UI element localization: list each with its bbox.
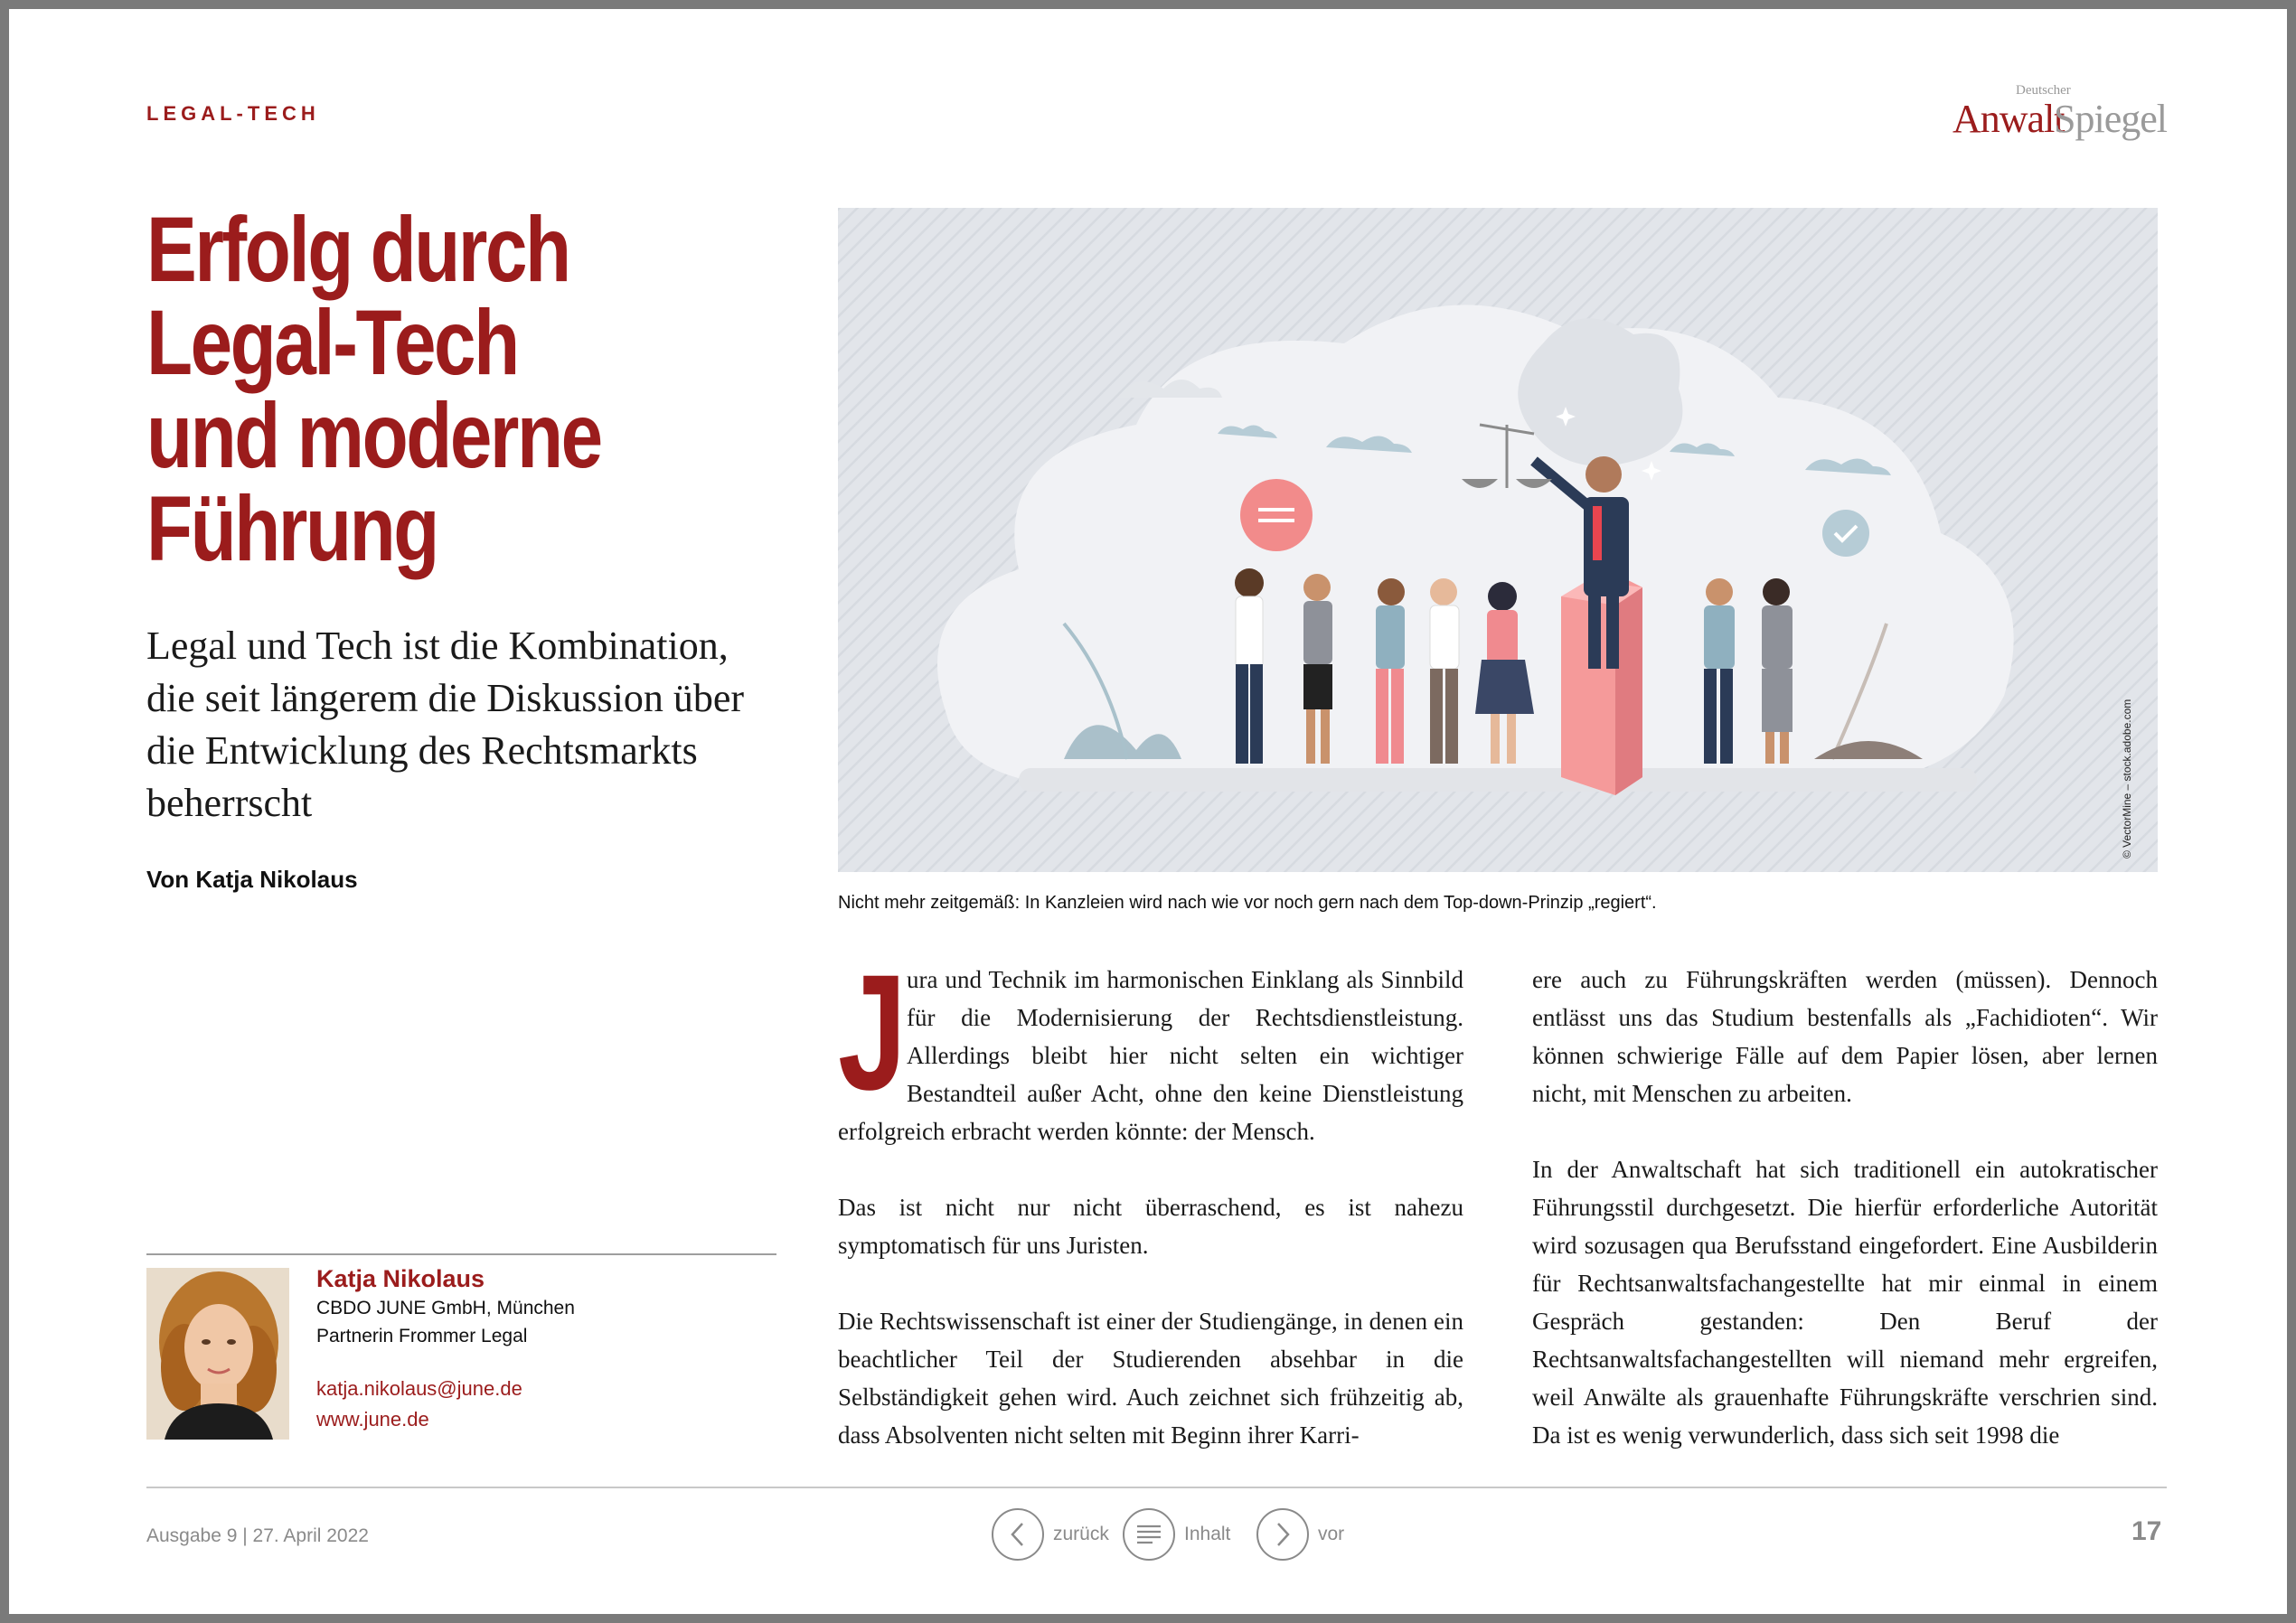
paragraph-text: ura und Technik im harmonischen Einklang als Sinnbild für die Modernisierung der Rechtsdienstleistung. Allerdings bleibt hier nicht selten ein wichtiger Bestandteil außer Acht, ohne den keine Dienstleistung erfolgreich erbracht werden könnte: der Mensch.: [838, 966, 1463, 1145]
author-email-link[interactable]: katja.nikolaus@june.de: [316, 1377, 522, 1400]
headline-line: Legal-Tech: [146, 291, 518, 394]
logo-spiegel: Spiegel: [2054, 97, 2167, 141]
author-name: Katja Nikolaus: [316, 1265, 485, 1292]
image-caption: Nicht mehr zeitgemäß: In Kanzleien wird nach wie vor noch gern nach dem Top-down-Prinzip „regiert“.: [838, 893, 1657, 913]
section-label: LEGAL-TECH: [146, 102, 320, 125]
next-button[interactable]: [1256, 1508, 1344, 1561]
body-column-1: [838, 940, 1463, 1492]
author-role: Partnerin Frommer Legal: [316, 1326, 528, 1346]
issue-info: Ausgabe 9 | 27. April 2022: [146, 1525, 369, 1546]
contents-button[interactable]: [1123, 1508, 1230, 1561]
footer-divider: [146, 1487, 2167, 1488]
page-number: 17: [2131, 1516, 2162, 1546]
body-paragraph: ere auch zu Führungskräften werden (müssen). Dennoch entlässt uns das Studium bestenfalls als „Fachidioten“. Wir können schwierige Fälle auf dem Papier lösen, aber lernen nicht, mit Menschen zu arbeiten.: [1532, 966, 2158, 1107]
hero-illustration: [838, 208, 2158, 872]
publication-logo: [1953, 83, 2167, 146]
logo-small-text: Deutscher: [2016, 83, 2071, 98]
body-paragraph: In der Anwaltschaft hat sich traditionell ein autokratischer Führungsstil durchgesetzt. Die hierfür erforderliche Autorität wird sozusagen qua Berufsstand eingefordert. Eine Ausbilderin für Rechtsanwaltsfachangestellte hat mir einmal in einem Gespräch gestanden: Den Beruf der Rechtsanwaltsfachangestellten will niemand mehr ergreifen, weil Anwälte als grauenhafte Führungskräfte verschrien sind. Da ist es wenig verwunderlich, dass sich seit 1998 die: [1532, 1156, 2158, 1449]
author-website-link[interactable]: www.june.de: [316, 1408, 429, 1431]
article-headline: [146, 198, 710, 580]
byline: Von Katja Nikolaus: [146, 866, 358, 893]
body-paragraph: Die Rechtswissenschaft ist einer der Studiengänge, in denen ein beachtlicher Teil der Studierenden absehbar in die Selbständigkeit gehen wird. Auch zeichnet sich frühzeitig ab, dass Absolventen nicht selten mit Beginn ihrer Karri-: [838, 1308, 1463, 1449]
back-label: zurück: [1053, 1524, 1109, 1544]
dropcap: J: [838, 940, 907, 1124]
body-paragraph: Das ist nicht nur nicht überraschend, es ist nahezu symptomatisch für uns Juristen.: [838, 1194, 1463, 1259]
chevron-right-icon: [1256, 1508, 1309, 1561]
magazine-page: [9, 9, 2287, 1614]
headline-line: Erfolg durch: [146, 198, 569, 301]
chevron-left-icon: [992, 1508, 1044, 1561]
author-photo: [146, 1268, 289, 1440]
image-credit: © VectorMine – stock.adobe.com: [2121, 699, 2133, 858]
headline-line: Führung: [146, 477, 438, 580]
body-paragraph: [838, 940, 1463, 1150]
menu-lines-icon: [1123, 1508, 1175, 1561]
author-company: CBDO JUNE GmbH, München: [316, 1298, 575, 1318]
contents-label: Inhalt: [1184, 1524, 1231, 1544]
author-box-divider: [146, 1253, 776, 1255]
article-subhead: Legal und Tech ist die Kombination, die seit längerem die Diskussion über die Entwicklung des Rechtsmarkts beherrscht: [146, 624, 745, 825]
next-label: vor: [1318, 1524, 1345, 1544]
author-info: [316, 1263, 768, 1435]
logo-anwalt: Anwalt: [1953, 97, 2065, 141]
body-column-2: [1532, 961, 2158, 1492]
headline-line: und moderne: [146, 384, 601, 487]
back-button[interactable]: [992, 1508, 1109, 1561]
